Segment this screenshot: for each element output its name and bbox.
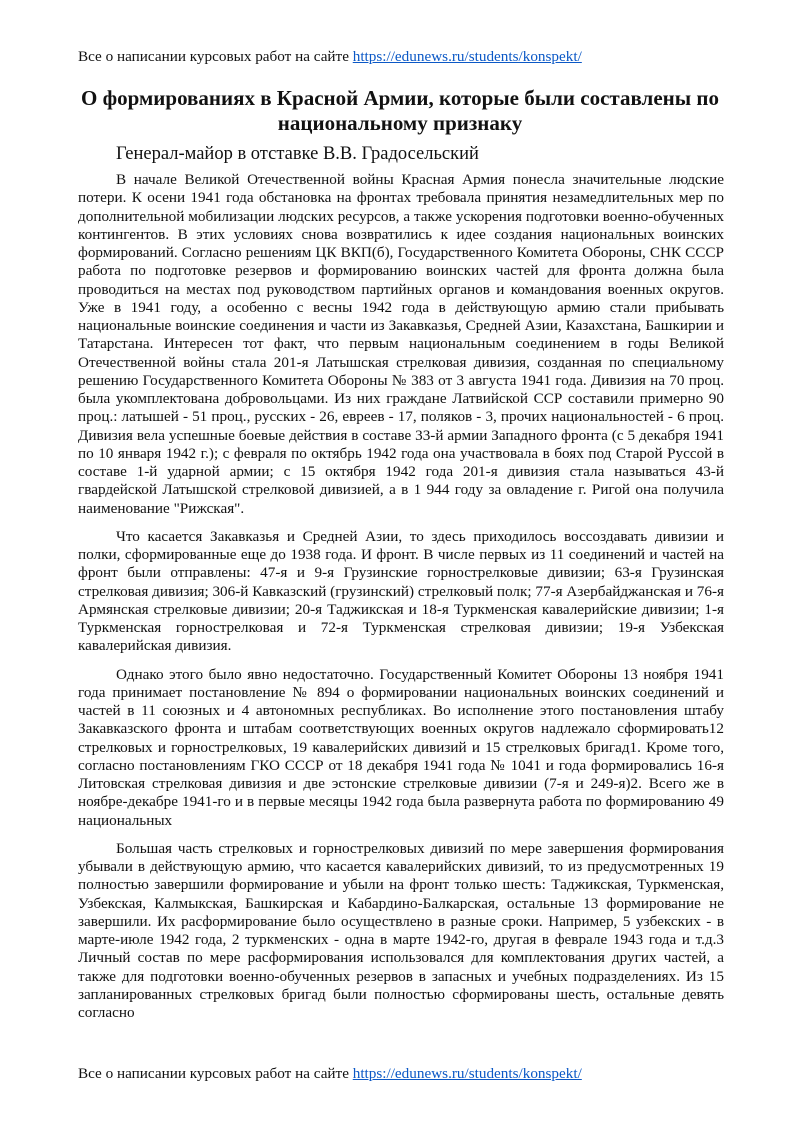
footer-link[interactable]: https://edunews.ru/students/konspekt/ (352, 1065, 582, 1082)
header-text: Все о написании курсовых работ на сайте (78, 48, 353, 65)
document-body (78, 171, 724, 1032)
header-link[interactable]: https://edunews.ru/students/konspekt/ (352, 48, 582, 65)
footer-text: Все о написании курсовых работ на сайте (78, 1065, 353, 1082)
page-footer (78, 1065, 728, 1083)
paragraph-2: Что касается Закавказья и Средней Азии, то здесь приходилось воссоздавать дивизии и полки, сформированные еще до 1938 года. И фронт. В числе первых из 11 соединений и частей на фронт были отправлены: 47-я и 9-я Грузинские горнострелковые дивизии; 63-я Грузинская стрелковая дивизия; 306-й Кавказский (грузинский) стрелковый полк; 77-я Азербайджанская и 76-я Армянская стрелковые дивизии; 20-я Таджикская и 18-я Туркменская кавалерийские дивизии; 1-я Туркменская горнострелковая и 72-я Туркменская стрелковая дивизии; 19-я Узбекская кавалерийская дивизия. (78, 527, 724, 655)
document-title: О формированиях в Красной Армии, которые были составлены по национальному признаку (81, 86, 719, 135)
page-header (78, 48, 728, 66)
paragraph-1: В начале Великой Отечественной войны Красная Армия понесла значительные людские потери. К осени 1941 года обстановка на фронтах требовала принятия незамедлительных мер по дополнительной мобилизации людских ресурсов, а также ускорения подготовки военно-обученных контингентов. В этих условиях снова возвратились к идее создания национальных воинских формирований. Согласно решениям ЦК ВКП(б), Государственного Комитета Обороны, СНК СССР работа по подготовке резервов и формированию воинских частей для фронта должна была проводиться на местах под руководством партийных органов и командования военных округов. Уже в 1941 году, а особенно с весны 1942 года в действующую армию стали прибывать национальные воинские соединения и части из Закавказья, Средней Азии, Казахстана, Башкирии и Татарстана. Интересен тот факт, что первым национальным соединением в годы Великой Отечественной войны стала 201-я Латышская стрелковая дивизия, созданная по специальному решению Государственного Комитета Обороны № 383 от 3 августа 1941 года. Дивизия на 70 проц. была укомплектована добровольцами. Из них граждане Латвийской ССР составили примерно 90 проц.: латышей - 51 проц., русских - 26, евреев - 17, поляков - 3, прочих национальностей - 6 проц. Дивизия вела успешные боевые действия в составе 33-й армии Западного фронта (с 5 декабря 1941 по 10 января 1942 г.); с февраля по октябрь 1942 года она участвовала в боях под Старой Руссой в составе 1-й ударной армии; с 15 октября 1942 года 201-я дивизия стала называться 43-й гвардейской Латышской стрелковой дивизией, а в 1 944 году за овладение г. Ригой она получила наименование "Рижская". (78, 171, 724, 517)
paragraph-4: Большая часть стрелковых и горнострелковых дивизий по мере завершения формирования убывали в действующую армию, что касается кавалерийских дивизий, то из предусмотренных 19 полностью завершили формирование и убыли на фронт только шесть: Таджикская, Туркменская, Узбекская, Калмыкская, Башкирская и Кабардино-Балкарская, остальные 13 формирование не завершили. Их расформирование было осуществлено в разные сроки. Например, 5 узбекских - в марте-июле 1942 года, 2 туркменских - одна в марте 1942-го, другая в феврале 1943 года и т.д.3 Личный состав по мере расформирования использовался для комплектования других частей, а также для подготовки военно-обученных резервов в запасных и учебных подразделениях. Из 15 запланированных стрелковых бригад были полностью сформированы шесть, остальные девять согласно (78, 839, 724, 1021)
paragraph-3: Однако этого было явно недостаточно. Государственный Комитет Обороны 13 ноября 1941 года принимает постановление № 894 о формировании национальных воинских соединений и частей в 11 союзных и 4 автономных республиках. Во исполнение этого постановления штабу Закавказского фронта и штабам соответствующих военных округов надлежало сформировать12 стрелковых и горнострелковых, 19 кавалерийских дивизий и 15 стрелковых бригад1. Кроме того, согласно постановлениям ГКО СССР от 18 декабря 1941 года № 1041 и года формировались 16-я Литовская стрелковая дивизия и две эстонские стрелковые дивизии (7-я и 249-я)2. Всего же в ноябре-декабре 1941-го и в первые месяцы 1942 года была развернута работа по формированию 49 национальных (78, 665, 724, 829)
author-line: Генерал-майор в отставке В.В. Градосельский (116, 144, 479, 164)
